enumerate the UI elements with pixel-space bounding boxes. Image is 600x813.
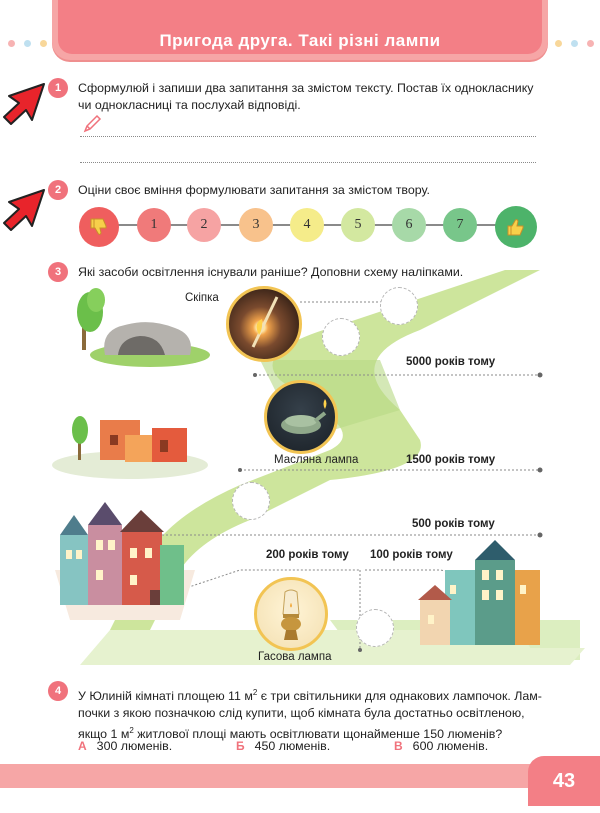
thumb-down-icon (88, 216, 110, 238)
sticker-placeholder-2[interactable] (322, 318, 360, 356)
rating-thumb-down[interactable] (79, 207, 119, 247)
timeline-500: 500 років тому (412, 518, 495, 530)
option-b-text: 450 люменів. (254, 739, 331, 753)
task1-line2: чи однокласниці та послухай відповіді. (78, 98, 301, 112)
task1-text (78, 80, 558, 114)
rating-7[interactable]: 7 (443, 208, 477, 242)
timeline-1500: 1500 років тому (406, 454, 496, 466)
page-number: 43 (552, 770, 576, 792)
task2-text: Оціни своє вміння формулювати запитання за змістом твору. (78, 183, 430, 197)
sticker-placeholder-3[interactable] (232, 482, 270, 520)
task-number-2: 2 (48, 180, 68, 200)
red-arrow-icon (2, 186, 48, 232)
splinter-torch-icon (229, 289, 299, 359)
option-b[interactable] (236, 739, 330, 753)
timeline-5000: 5000 років тому (406, 356, 496, 368)
option-b-letter: Б (236, 739, 245, 753)
rating-4[interactable]: 4 (290, 208, 324, 242)
rating-1[interactable]: 1 (137, 208, 171, 242)
decor-dots-right (555, 40, 594, 48)
task-number-1: 1 (48, 78, 68, 98)
oil-lamp-icon (267, 383, 335, 451)
option-c-letter: В (394, 739, 403, 753)
thumb-up-icon (505, 216, 527, 238)
task1-line1: Сформулюй і запиши два запитання за змістом тексту. Постав їх однокласнику (78, 81, 534, 95)
task4-text (78, 684, 548, 743)
rating-thumb-up[interactable] (495, 206, 537, 248)
answer-line-2[interactable] (80, 162, 536, 163)
red-arrow-icon (2, 80, 48, 126)
sticker-placeholder-1[interactable] (380, 287, 418, 325)
answer-line-1[interactable] (80, 136, 536, 137)
option-c[interactable] (394, 739, 488, 753)
task3-text: Які засоби освітлення існували раніше? Доповни схему наліпками. (78, 265, 464, 279)
rating-3[interactable]: 3 (239, 208, 273, 242)
task4-line1: У Юлиній кімнаті площею 11 $м^2$ є три світильники для однакових лампочок. Лам- (78, 688, 542, 704)
sticker-placeholder-4[interactable] (356, 609, 394, 647)
kerosene-lamp-icon (257, 580, 325, 648)
oil-lamp-caption: Масляна лампа (274, 454, 359, 466)
page-title: Пригода друга. Такі різні лампи (159, 31, 441, 50)
kerosene-lamp-caption: Гасова лампа (258, 651, 332, 663)
task4-line2: почки з якою позначкою слід купити, щоб кімната була достатньо освітленою, (78, 706, 525, 721)
footer-bar (0, 764, 600, 788)
task-number-3: 3 (48, 262, 68, 282)
timeline-200: 200 років тому (266, 549, 349, 561)
rating-6[interactable]: 6 (392, 208, 426, 242)
oil-lamp-photo (264, 380, 338, 454)
option-a-letter: А (78, 739, 87, 753)
splinter-photo (226, 286, 302, 362)
pencil-icon (82, 114, 102, 134)
option-c-text: 600 люменів. (412, 739, 489, 753)
task-number-4: 4 (48, 681, 68, 701)
rating-2[interactable]: 2 (187, 208, 221, 242)
task4-line3: якщо 1 $м^2$ житлової площі мають освітлювати щонайменше 150 люменів? (78, 726, 503, 742)
option-a[interactable] (78, 739, 172, 753)
splinter-caption: Скіпка (185, 292, 219, 304)
option-a-text: 300 люменів. (96, 739, 173, 753)
kerosene-lamp-photo (254, 577, 328, 651)
rating-5[interactable]: 5 (341, 208, 375, 242)
timeline-100: 100 років тому (370, 549, 453, 561)
